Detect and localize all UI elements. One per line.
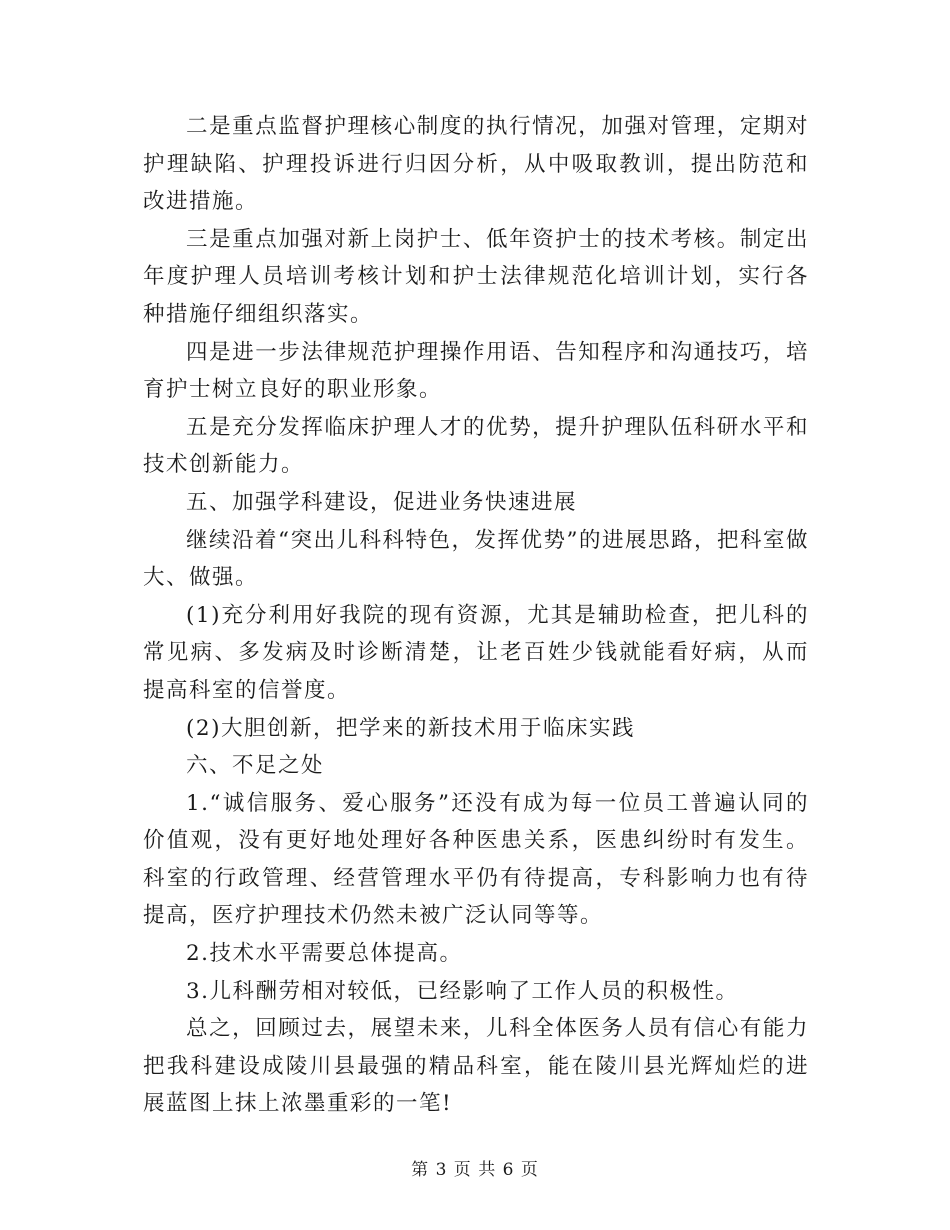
paragraph-development-approach: 继续沿着“突出儿科科特色，发挥优势”的进展思路，把科室做大、做强。 bbox=[143, 527, 809, 591]
paragraph-shortcoming-3: 3.儿科酬劳相对较低，已经影响了工作人员的积极性。 bbox=[186, 978, 739, 1004]
paragraph-communication: 四是进一步法律规范护理操作用语、告知程序和沟通技巧，培育护士树立良好的职业形象。 bbox=[143, 339, 809, 403]
page-number: 第 3 页 共 6 页 bbox=[411, 1160, 539, 1180]
section-heading-shortcomings: 六、不足之处 bbox=[186, 753, 325, 779]
paragraph-assessment: 三是重点加强对新上岗护士、低年资护士的技术考核。制定出年度护理人员培训考核计划和护士法律规范化培训计划，实行各种措施仔细组织落实。 bbox=[143, 226, 809, 327]
document-body bbox=[143, 108, 809, 1123]
paragraph-item-2-innovation: (2)大胆创新，把学来的新技术用于临床实践 bbox=[186, 715, 635, 741]
section-heading-discipline: 五、加强学科建设，促进业务快速进展 bbox=[186, 489, 578, 515]
paragraph-talent: 五是充分发挥临床护理人才的优势，提升护理队伍科研水平和技术创新能力。 bbox=[143, 414, 809, 478]
paragraph-shortcoming-2: 2.技术水平需要总体提高。 bbox=[186, 941, 463, 967]
paragraph-supervision: 二是重点监督护理核心制度的执行情况，加强对管理，定期对护理缺陷、护理投诉进行归因分析，从中吸取教训，提出防范和改进措施。 bbox=[143, 114, 809, 215]
paragraph-conclusion: 总之，回顾过去，展望未来，儿科全体医务人员有信心有能力把我科建设成陵川县最强的精品科室，能在陵川县光辉灿烂的进展蓝图上抹上浓墨重彩的一笔! bbox=[143, 1016, 809, 1117]
paragraph-item-1-resources: (1)充分利用好我院的现有资源，尤其是辅助检查，把儿科的常见病、多发病及时诊断清楚，让老百姓少钱就能看好病，从而提高科室的信誉度。 bbox=[143, 602, 809, 703]
paragraph-shortcoming-1: 1.“诚信服务、爱心服务”还没有成为每一位员工普遍认同的价值观，没有更好地处理好各种医患关系，医患纠纷时有发生。科室的行政管理、经营管理水平仍有待提高，专科影响力也有待提高，医疗护理技术仍然未被广泛认同等等。 bbox=[143, 790, 809, 929]
